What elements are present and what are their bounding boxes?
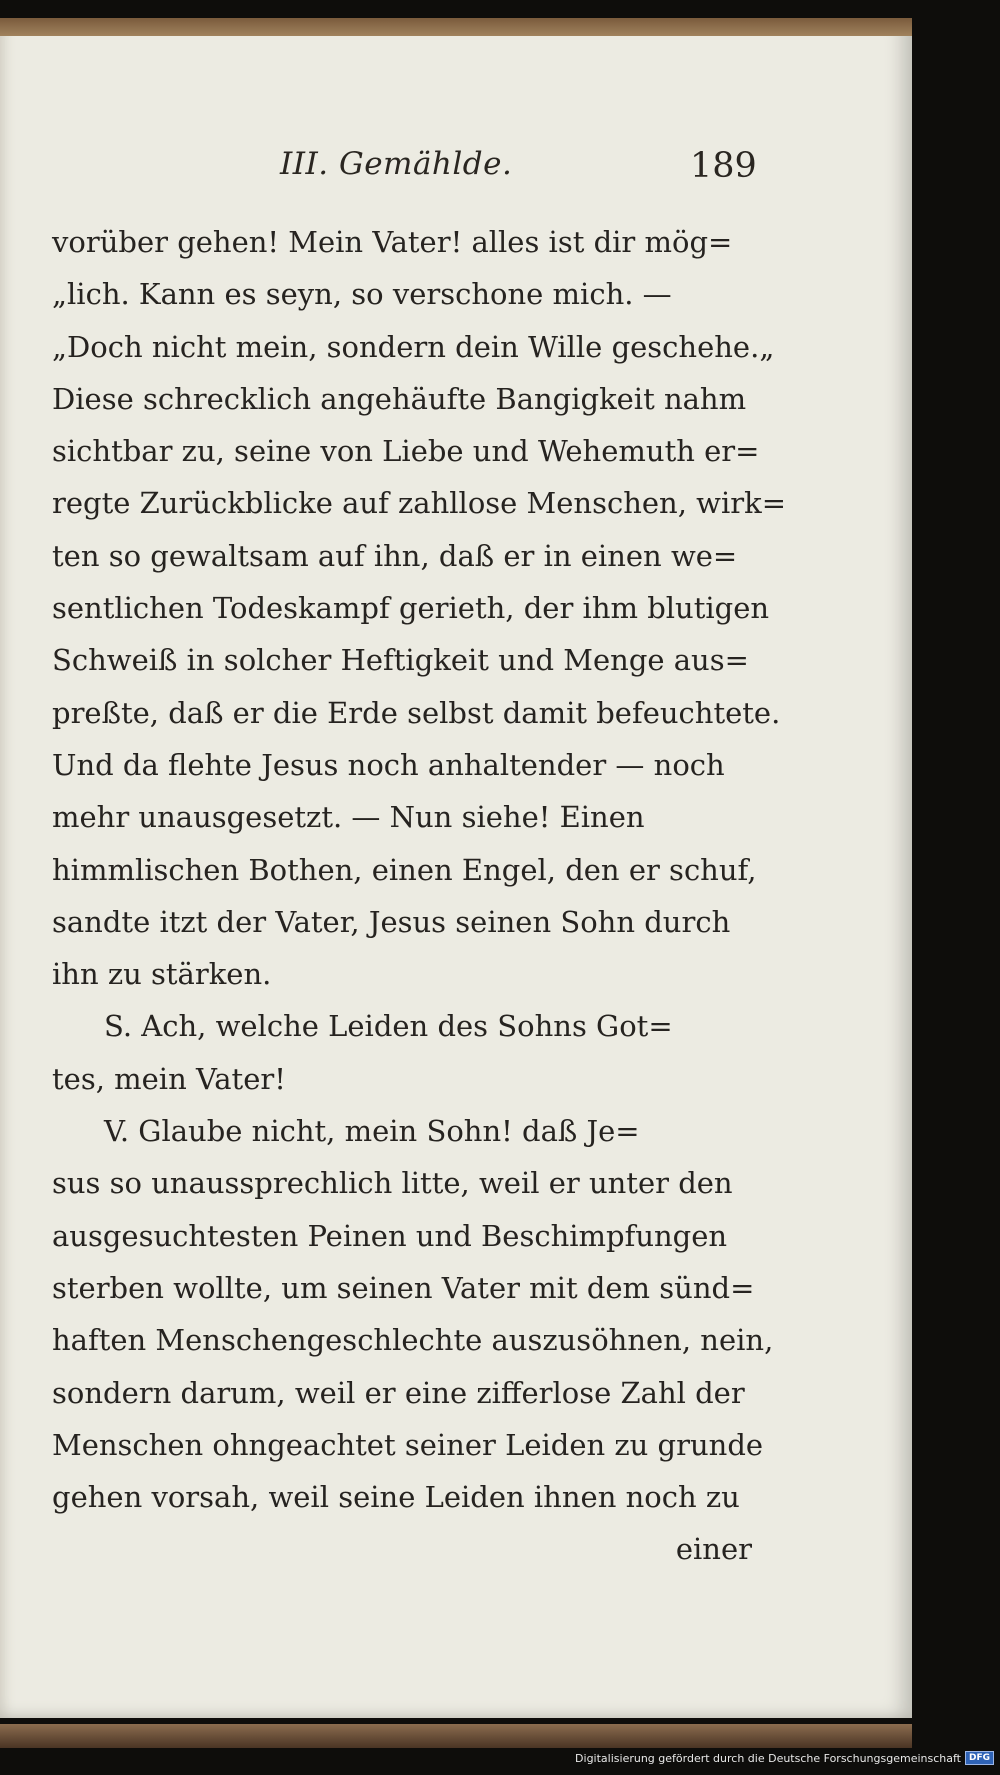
paragraph-v-line: gehen vorsah, weil seine Leiden ihnen noch zu bbox=[52, 1480, 740, 1515]
text-line: vorüber gehen! Mein Vater! alles ist dir mög= bbox=[52, 225, 733, 259]
footer-credit-text: Digitalisierung gefördert durch die Deutsche Forschungsgemeinschaft bbox=[575, 1751, 961, 1765]
text-line: mehr unausgesetzt. — Nun siehe! Einen bbox=[52, 800, 645, 835]
text-line: Diese schrecklich angehäufte Bangigkeit nahm bbox=[52, 381, 747, 416]
paragraph-s-line: tes, mein Vater! bbox=[52, 1061, 286, 1096]
page-bottom-edge bbox=[0, 1724, 912, 1748]
running-title: III. Gemählde. bbox=[280, 146, 513, 182]
text-line: sandte itzt der Vater, Jesus seinen Sohn durch bbox=[52, 904, 731, 939]
text-line: sichtbar zu, seine von Liebe und Wehemuth er= bbox=[52, 434, 760, 469]
text-line: ihn zu stärken. bbox=[52, 957, 272, 992]
dfg-logo: DFG bbox=[965, 1751, 994, 1765]
text-line: Schweiß in solcher Heftigkeit und Menge aus= bbox=[52, 643, 749, 678]
text-line: ten so gewaltsam auf ihn, daß er in einen we= bbox=[52, 538, 738, 573]
text-line: regte Zurückblicke auf zahllose Menschen, wirk= bbox=[52, 486, 786, 521]
paragraph-v-line: sondern darum, weil er eine zifferlose Zahl der bbox=[52, 1375, 745, 1410]
text-line: himmlischen Bothen, einen Engel, den er schuf, bbox=[52, 852, 757, 887]
paragraph-v-line: sterben wollte, um seinen Vater mit dem sünd= bbox=[52, 1270, 755, 1305]
page-header bbox=[0, 126, 912, 186]
paragraph-v-line: Menschen ohngeachtet seiner Leiden zu grunde bbox=[52, 1427, 764, 1462]
body-text bbox=[52, 216, 786, 1576]
text-line: sentlichen Todeskampf gerieth, der ihm blutigen bbox=[52, 591, 770, 626]
page-top-edge bbox=[0, 18, 912, 36]
paragraph-v-line: ausgesuchtesten Peinen und Beschimpfungen bbox=[52, 1218, 728, 1253]
paragraph-v-line: V. Glaube nicht, mein Sohn! daß Je= bbox=[104, 1114, 640, 1149]
digitization-footer bbox=[575, 1751, 994, 1765]
paragraph-s-line: S. Ach, welche Leiden des Sohns Got= bbox=[104, 1009, 673, 1044]
text-line: „Doch nicht mein, sondern dein Wille geschehe.„ bbox=[52, 329, 775, 364]
text-line: Und da flehte Jesus noch anhaltender — noch bbox=[52, 747, 725, 782]
paragraph-v-line: haften Menschengeschlechte auszusöhnen, nein, bbox=[52, 1323, 774, 1358]
page-number: 189 bbox=[690, 146, 757, 186]
paragraph-v-line: sus so unaussprechlich litte, weil er unter den bbox=[52, 1166, 733, 1201]
catchword: einer bbox=[675, 1532, 752, 1567]
text-line: „lich. Kann es seyn, so verschone mich. — bbox=[52, 277, 672, 312]
text-line: preßte, daß er die Erde selbst damit befeuchtete. bbox=[52, 695, 781, 730]
book-page bbox=[0, 18, 912, 1718]
